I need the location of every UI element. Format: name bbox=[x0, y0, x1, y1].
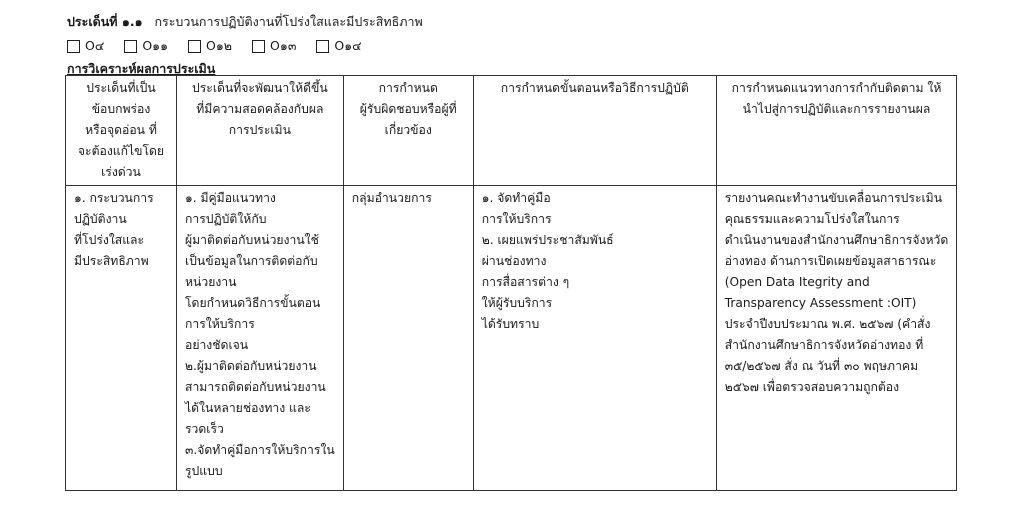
checkbox-item[interactable] bbox=[252, 36, 296, 56]
checkbox-box[interactable] bbox=[252, 40, 265, 53]
cell-line: โดยกำหนดวิธีการขั้นตอน bbox=[185, 296, 321, 310]
header-line: การกำหนดแนวทางการกำกับติดตาม ให้ bbox=[731, 81, 942, 95]
cell-line: ๑. มีคู่มือแนวทาง bbox=[185, 191, 276, 205]
indicator-checkbox-row bbox=[67, 36, 382, 56]
cell-line: คุณธรรมและความโปร่งใสในการ bbox=[724, 212, 900, 226]
header-line: เกี่ยวข้อง bbox=[384, 123, 432, 137]
cell-line: สำนักงานศึกษาธิการจังหวัดอ่างทอง ที่ bbox=[724, 338, 924, 352]
cell-line: การให้บริการ bbox=[185, 317, 255, 331]
cell-line: ผู้มาติดต่อกับหน่วยงานใช้ bbox=[185, 233, 319, 247]
header-line: หรือจุดอ่อน ที่ bbox=[85, 123, 157, 137]
cell-line: ที่โปร่งใสและ bbox=[74, 233, 145, 247]
table-row bbox=[66, 186, 957, 491]
cell-weakness bbox=[66, 186, 177, 491]
header-line: ที่มีความสอดคล้องกับผล bbox=[196, 102, 324, 116]
checkbox-label: O๔ bbox=[85, 38, 105, 53]
table-header-row bbox=[66, 76, 957, 186]
cell-line: อย่างชัดเจน bbox=[185, 338, 249, 352]
header-line: จะต้องแก้ไขโดย bbox=[77, 144, 165, 158]
cell-line: (Open Data Itegrity and bbox=[724, 275, 870, 289]
cell-line: เป็นข้อมูลในการติดต่อกับ bbox=[185, 254, 318, 268]
issue-label: ประเด็นที่ ๑.๑ bbox=[67, 14, 143, 29]
cell-line: สามารถติดต่อกับหน่วยงาน bbox=[185, 380, 326, 394]
header-line: การกำหนด bbox=[378, 81, 438, 95]
cell-line: ปฏิบัติงาน bbox=[74, 212, 127, 226]
header-line: การประเมิน bbox=[228, 123, 291, 137]
checkbox-label: O๑๑ bbox=[142, 38, 169, 53]
checkbox-box[interactable] bbox=[188, 40, 201, 53]
header-line: ประเด็นที่เป็น bbox=[86, 81, 156, 95]
cell-line: รายงานคณะทำงานขับเคลื่อนการประเมิน bbox=[724, 191, 943, 205]
header-procedure bbox=[473, 76, 716, 186]
cell-line: ๒๕๖๗ เพื่อตรวจสอบความถูกต้อง bbox=[724, 380, 900, 394]
cell-line: ดำเนินงานของสำนักงานศึกษาธิการจังหวัด bbox=[724, 233, 949, 247]
header-line: ข้อบกพร่อง bbox=[91, 102, 151, 116]
header-line: นำไปสู่การปฏิบัติและการรายงานผล bbox=[742, 102, 931, 116]
checkbox-label: O๑๔ bbox=[334, 38, 362, 53]
cell-line: ๑. กระบวนการ bbox=[74, 191, 154, 205]
checkbox-item[interactable] bbox=[67, 36, 104, 56]
cell-line: การสื่อสารต่าง ๆ bbox=[481, 275, 570, 289]
cell-line: การปฏิบัติให้กับ bbox=[185, 212, 267, 226]
header-monitoring bbox=[716, 76, 957, 186]
cell-procedure bbox=[473, 186, 716, 491]
checkbox-label: O๑๓ bbox=[270, 38, 297, 53]
cell-line: กลุ่มอำนวยการ bbox=[351, 191, 432, 205]
cell-monitoring bbox=[716, 186, 957, 491]
cell-line: มีประสิทธิภาพ bbox=[74, 254, 149, 268]
checkbox-box[interactable] bbox=[67, 40, 80, 53]
header-improvement bbox=[177, 76, 344, 186]
checkbox-box[interactable] bbox=[124, 40, 137, 53]
header-line: ผู้รับผิดชอบหรือผู้ที่ bbox=[359, 102, 457, 116]
checkbox-item[interactable] bbox=[188, 36, 232, 56]
cell-line: ได้ในหลายช่องทาง และ bbox=[185, 401, 311, 415]
issue-title bbox=[67, 12, 423, 32]
cell-line: ๓.จัดทำคู่มือการให้บริการใน bbox=[185, 443, 335, 457]
cell-line: ๒. เผยแพร่ประชาสัมพันธ์ bbox=[481, 233, 614, 247]
header-line: เร่งด่วน bbox=[101, 165, 141, 179]
cell-line: รวดเร็ว bbox=[185, 422, 224, 436]
cell-line: หน่วยงาน bbox=[185, 275, 237, 289]
cell-line: ๑. จัดทำคู่มือ bbox=[481, 191, 551, 205]
cell-line: Transparency Assessment :OIT) bbox=[724, 296, 917, 310]
cell-line: ๓๕/๒๕๖๗ สั่ง ณ วันที่ ๓๐ พฤษภาคม bbox=[724, 359, 919, 373]
issue-text: กระบวนการปฏิบัติงานที่โปร่งใสและมีประสิทธิภาพ bbox=[154, 14, 423, 29]
header-responsible bbox=[343, 76, 473, 186]
assessment-table bbox=[65, 75, 957, 491]
cell-responsible bbox=[343, 186, 473, 491]
checkbox-item[interactable] bbox=[316, 36, 361, 56]
cell-line: ผ่านช่องทาง bbox=[481, 254, 547, 268]
header-line: ประเด็นที่จะพัฒนาให้ดีขึ้น bbox=[191, 81, 328, 95]
cell-line: ประจำปีงบประมาณ พ.ศ. ๒๕๖๗ (คำสั่ง bbox=[724, 317, 931, 331]
cell-line: ได้รับทราบ bbox=[481, 317, 540, 331]
cell-line: การให้บริการ bbox=[481, 212, 552, 226]
header-weakness bbox=[66, 76, 177, 186]
cell-line: ๒.ผู้มาติดต่อกับหน่วยงาน bbox=[185, 359, 317, 373]
cell-line: ให้ผู้รับบริการ bbox=[481, 296, 553, 310]
checkbox-item[interactable] bbox=[124, 36, 168, 56]
checkbox-label: O๑๒ bbox=[206, 38, 233, 53]
cell-line: รูปแบบ bbox=[185, 464, 223, 478]
cell-improvement bbox=[177, 186, 344, 491]
header-line: การกำหนดขั้นตอนหรือวิธีการปฏิบัติ bbox=[500, 81, 689, 95]
section-heading: การวิเคราะห์ผลการประเมิน bbox=[67, 61, 216, 76]
checkbox-box[interactable] bbox=[316, 40, 329, 53]
cell-line: อ่างทอง ด้านการเปิดเผยข้อมูลสาธารณะ bbox=[724, 254, 937, 268]
